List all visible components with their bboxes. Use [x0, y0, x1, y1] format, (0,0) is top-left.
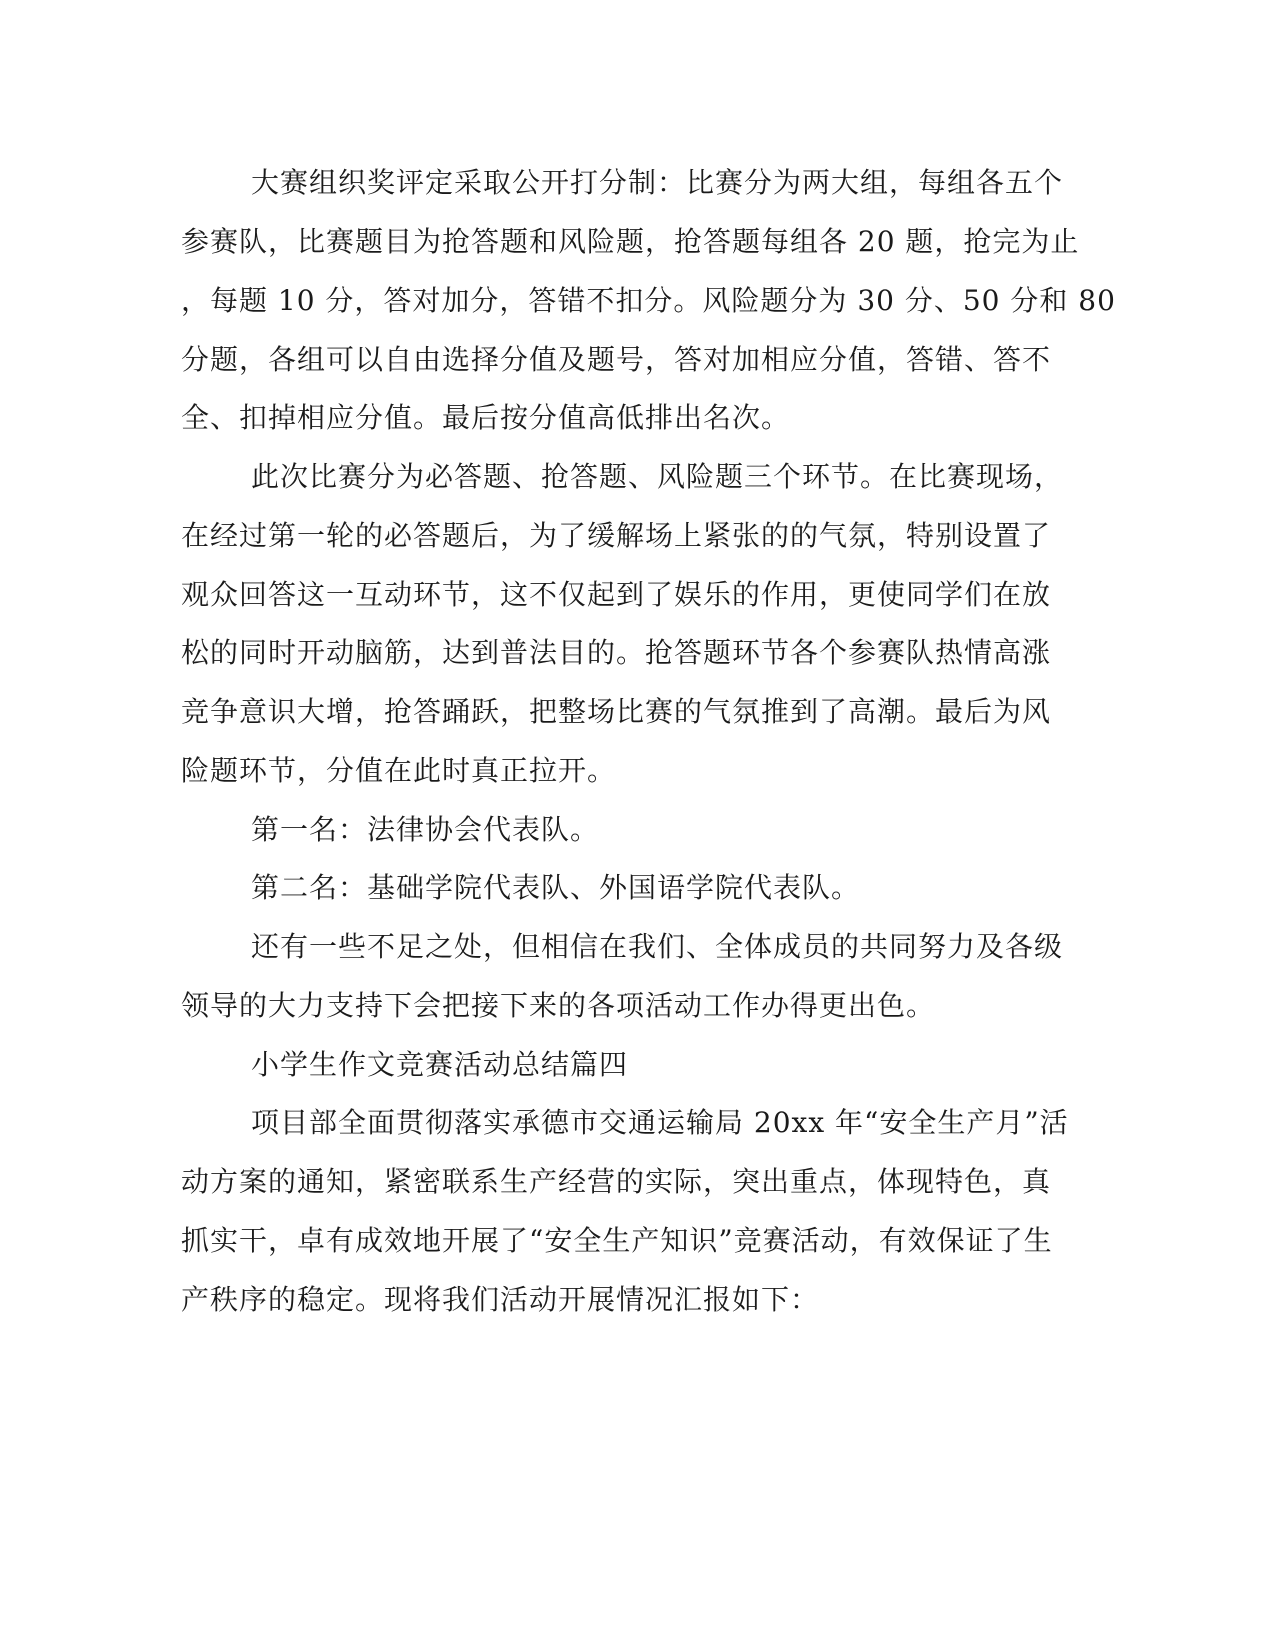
- text-line: 大赛组织奖评定采取公开打分制：比赛分为两大组，每组各五个: [251, 166, 1064, 199]
- text-line: 分题，各组可以自由选择分值及题号，答对加相应分值，答错、答不: [181, 343, 1052, 376]
- text-line: ，每题 10 分，答对加分，答错不扣分。风险题分为 30 分、50 分和 80: [181, 284, 1116, 317]
- text-line: 全、扣掉相应分值。最后按分值高低排出名次。: [181, 401, 791, 434]
- section-heading: 小学生作文竞赛活动总结篇四: [251, 1048, 629, 1081]
- text-line: 还有一些不足之处，但相信在我们、全体成员的共同努力及各级: [251, 930, 1064, 963]
- text-line: 此次比赛分为必答题、抢答题、风险题三个环节。在比赛现场，: [251, 460, 1064, 493]
- text-line: 抓实干，卓有成效地开展了“安全生产知识”竞赛活动，有效保证了生: [181, 1224, 1053, 1257]
- text-line: 观众回答这一互动环节，这不仅起到了娱乐的作用，更使同学们在放: [181, 578, 1052, 611]
- text-line: 项目部全面贯彻落实承德市交通运输局 20xx 年“安全生产月”活: [251, 1106, 1069, 1139]
- text-line: 险题环节，分值在此时真正拉开。: [181, 754, 617, 787]
- text-line: 参赛队，比赛题目为抢答题和风险题，抢答题每组各 20 题，抢完为止: [181, 225, 1080, 258]
- ranking-first: 第一名：法律协会代表队。: [251, 813, 600, 846]
- text-line: 在经过第一轮的必答题后，为了缓解场上紧张的的气氛，特别设置了: [181, 519, 1052, 552]
- text-line: 领导的大力支持下会把接下来的各项活动工作办得更出色。: [181, 989, 936, 1022]
- text-line: 竞争意识大增，抢答踊跃，把整场比赛的气氛推到了高潮。最后为风: [181, 695, 1052, 728]
- ranking-second: 第二名：基础学院代表队、外国语学院代表队。: [251, 871, 861, 904]
- text-line: 松的同时开动脑筋，达到普法目的。抢答题环节各个参赛队热情高涨: [181, 636, 1052, 669]
- text-line: 产秩序的稳定。现将我们活动开展情况汇报如下：: [181, 1283, 820, 1316]
- text-line: 动方案的通知，紧密联系生产经营的实际，突出重点，体现特色，真: [181, 1165, 1052, 1198]
